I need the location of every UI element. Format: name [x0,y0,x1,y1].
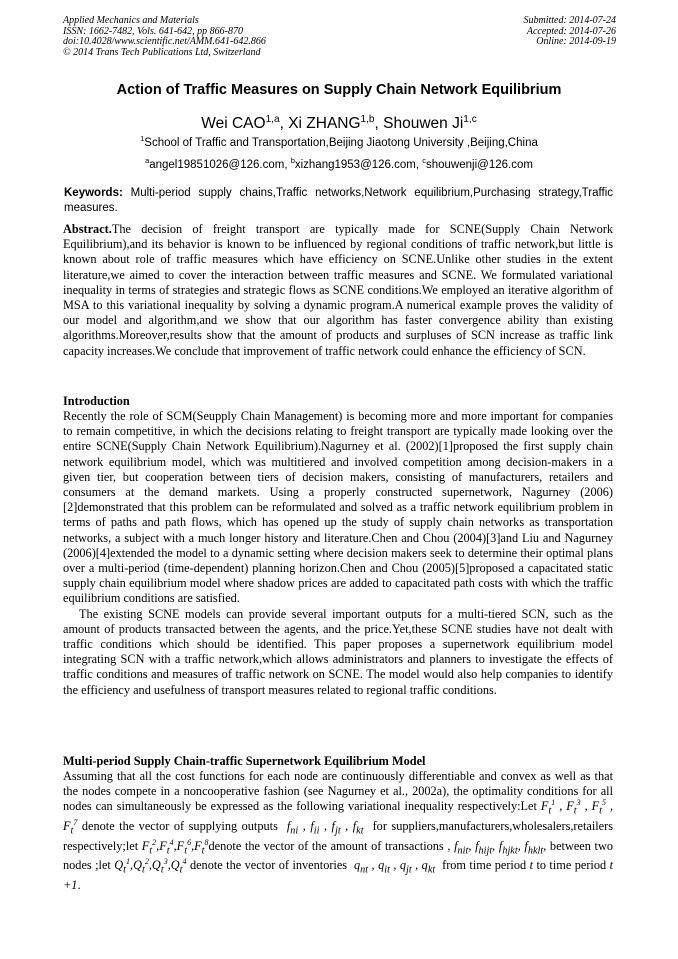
online-date: Online: 2014-09-19 [536,36,616,48]
author-name: Wei CAO [201,115,266,132]
abstract-text: The decision of freight transport are typically made for SCNE(Supply Chain Network Equilibrium),and its behavior is known to be influenced by regional conditions of traffic network,but little is known about role of traffic measures which have efficiency on SCNE.Unlike other studies in the extent literature,we aimed to cover the interaction between traffic measures and SCNE. We formulated variational inequality in terms of strategies and strategic flows as SCNE conditions.We employed an iterative algorithm of MSA to this variational inequality by solving a dynamic program.A numerical example proves the validity of our model and algorithm,and we show that our algorithm has faster convergence ability than existing algorithms.Moreover,results show that the amount of products and surpluses of SCN increase as traffic link capacity increases.We conclude that improvement of traffic network could enhance the efficiency of SCN. [63,222,613,358]
introduction-body [63,409,613,698]
email-link[interactable]: angel19851026@126.com [149,159,285,171]
keywords [64,186,613,215]
abstract-label: Abstract. [63,222,112,236]
math-inline: $F_t^2,F_t^4,F_t^6,F_t^8$ [141,837,209,857]
math-inline: $f_{nit}$, $f_{hijt}$, $f_{hjkt}$, $f_{hklt}$ [454,838,544,857]
affiliation-sup: 1 [140,134,145,144]
paragraph-text: denote the vector of the [208,838,327,853]
paragraph-text: , between two nodes ;let [63,838,613,873]
author-sup: 1,b [360,113,375,125]
email-link[interactable]: shouwenji@126.com [426,159,533,171]
journal-name: Applied Mechanics and Materials [63,15,199,26]
paragraph-text: of inventories [278,858,348,873]
math-inline: $F_t^1$ , $F_t^3$ , $F_t^5$ , $F_t^7$ [63,798,614,837]
paragraph-text: from time period [442,858,527,873]
accepted-date: Accepted: 2014-07-26 [526,25,616,37]
math-inline: $Q_t^1,Q_t^2,Q_t^3,Q_t^4$ [114,857,187,876]
author-name: Shouwen Ji [383,115,464,132]
submitted-date: Submitted: 2014-07-24 [523,15,616,26]
paragraph-text: respectively:Let [457,799,537,814]
paragraph-text: denote the vector of supplying outputs [81,819,278,834]
affiliation-text: School of Traffic and Transportation,Beijing Jiaotong University ,Beijing,China [144,137,538,149]
email-list: $^a$angel19851026@126.com, $^b$xizhang1953@126.com, $^c$shouwenji@126.com [145,156,533,171]
affiliation [0,134,678,149]
author-name: Xi ZHANG [288,115,361,132]
paragraph: Recently the role of SCM(Seupply Chain Management) is becoming more and more important for companies to remain competitive, in which the decisions relating to freight transport are typically made looking over the entire SCNE(Supply Chain Network Equilibrium).Nagurney et al. (2002)[1]proposed the first supply chain network equilibrium model, which was multitiered and involved competition among decision-makers in a given tier, but cooperation between tiers of decision makers, consisting of manufacturers, retailers and consumers at the demand markets. Using a properly constructed supernetwork, Nagurney (2006)[2]demonstrated that this problem can be reformulated and solved as a traffic network equilibrium problem in terms of paths and path flows, which has opened up the study of supply chain networks as transportation networks, a subject with a much longer history and literature.Chen and Chou (2004)[3]and Liu and Nagurney (2006)[4]extended the model to a dynamic setting where decision makers seek to determine their optimal plans over a multi-period (time-dependent) planning horizon.Chen and Chou (2005)[5]proposed a capacitated static supply chain equilibrium model where shadow prices are added to capacitated path costs with which the traffic equilibrium conditions are satisfied. [63,409,613,606]
email-sup: c [422,156,426,166]
math-inline: $f_{ni}$ , $f_{ii}$ , $f_{jt}$ , $f_{kt}$ [282,819,364,837]
keywords-text: Multi-period supply chains,Traffic networks,Network equilibrium,Purchasing strategy,Traffic measures. [64,187,613,214]
email-link[interactable]: xizhang1953@126.com [294,159,416,171]
paragraph: The existing SCNE models can provide several important outputs for a multi-tiered SCN, such as the amount of products transacted between the agents, and the price.Yet,these SCNE studies have not dealt with traffic conditions which should be identified. This paper proposes a supernetwork equilibrium model integrating SCN with a traffic network,which allows administrators and planners to investigate the effects of traffic conditions and measures of traffic network on SCNE. The model would also help companies to identify the efficiency and usefulness of transport measures related to regional traffic conditions. [63,606,613,697]
paragraph-text: to time period [536,858,607,873]
section-heading-model: Multi-period Supply Chain-traffic Supernetwork Equilibrium Model [63,754,426,768]
journal-header-right [524,16,617,48]
math-inline: t +1 [63,858,613,893]
journal-header-left [63,16,266,58]
abstract [63,222,613,359]
journal-doi: doi:10.4028/www.scientific.net/AMM.641-642.866 [63,36,266,48]
math-inline: t [529,858,533,873]
paper-title: Action of Traffic Measures on Supply Chain Network Equilibrium [116,82,562,98]
journal-issn: ISSN: 1662-7482, Vols. 641-642, pp 866-870 [63,25,243,37]
paragraph-text: . [77,878,81,893]
email-sup: b [290,156,295,166]
paragraph [63,769,613,893]
paragraph-text: denote the vector [189,858,276,873]
paragraph-text: suppliers,manufacturers,wholesalers,retailers respectively;let [63,819,614,853]
keywords-label: Keywords: [64,187,123,199]
paragraph-text: for [372,819,387,834]
section-heading-introduction: Introduction [63,394,130,408]
author-sup: 1,a [265,113,280,125]
paragraph-text: Assuming that all the cost functions for each node are continuously differentiable and convex as well as that the nodes compete in a noncooperative fashion (see Nagurney et al., 2002a), the optimality conditions for all nodes can simultaneously be expressed as the following variational inequality [63,769,613,814]
journal-copyright: © 2014 Trans Tech Publications Ltd, Switzerland [63,46,261,58]
email-sup: a [145,156,150,166]
paragraph-text: amount of transactions , [330,838,451,853]
author-sup: 1,c [463,113,477,125]
author-list: Wei CAO$^{1,a}$, Xi ZHANG$^{1,b}$, Shouwen Ji$^{1,c}$ [201,113,477,132]
math-inline: $q_{nt}$ , $q_{it}$ , $q_{jt}$ , $q_{kt}$ [350,858,436,876]
model-body [63,769,613,893]
